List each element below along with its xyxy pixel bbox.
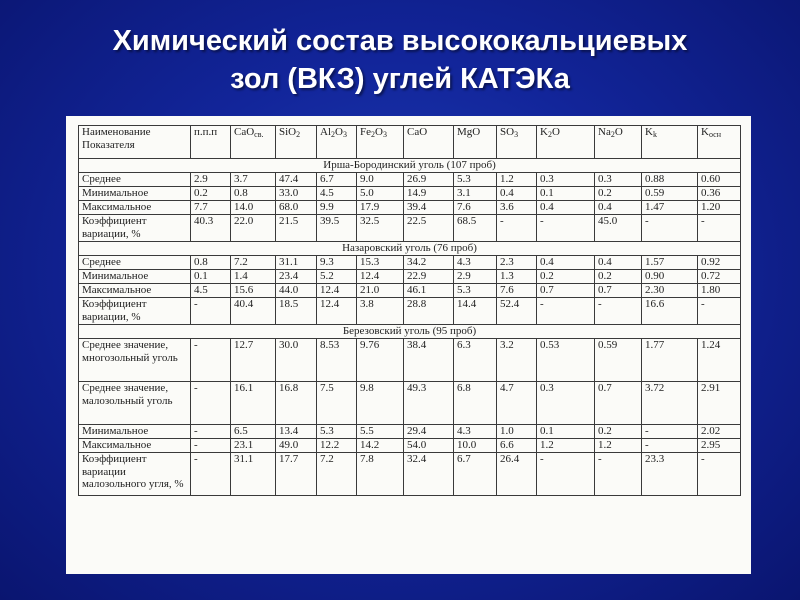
header-base-2: O: [375, 126, 383, 138]
table-cell: 1.24: [698, 339, 741, 382]
group-title-row: [79, 242, 741, 256]
header-base: CaO: [234, 126, 255, 138]
table-row: [79, 173, 741, 187]
table-cell: 0.72: [698, 270, 741, 284]
table-cell: 6.3: [454, 339, 497, 382]
table-cell: 68.5: [454, 215, 497, 242]
header-cell-8: [537, 126, 595, 159]
table-cell: 2.9: [191, 173, 231, 187]
table-cell: 26.9: [404, 173, 454, 187]
table-cell: 0.4: [537, 201, 595, 215]
header-row: [79, 126, 741, 159]
table-cell: -: [191, 382, 231, 425]
table-cell: -: [497, 215, 537, 242]
table-cell: 0.1: [537, 425, 595, 439]
table-cell: 0.90: [642, 270, 698, 284]
table-cell: 39.4: [404, 201, 454, 215]
table-cell: 0.2: [595, 270, 642, 284]
table-cell: 18.5: [276, 298, 317, 325]
header-subscript: 2: [331, 130, 335, 139]
table-cell: 0.88: [642, 173, 698, 187]
row-label: Минимальное: [79, 270, 191, 284]
table-cell: 0.4: [537, 256, 595, 270]
table-cell: 49.0: [276, 439, 317, 453]
table-cell: 1.4: [231, 270, 276, 284]
table-cell: 1.0: [497, 425, 537, 439]
table-cell: 7.6: [497, 284, 537, 298]
table-cell: 12.4: [317, 298, 357, 325]
header-cell-4: [357, 126, 404, 159]
header-base: K: [540, 126, 548, 138]
table-cell: 5.3: [454, 284, 497, 298]
header-cell-0: [191, 126, 231, 159]
table-cell: 21.0: [357, 284, 404, 298]
header-subscript: 2: [547, 130, 552, 139]
table-cell: 5.2: [317, 270, 357, 284]
table-cell: 3.72: [642, 382, 698, 425]
table-cell: 30.0: [276, 339, 317, 382]
row-label: Среднее: [79, 173, 191, 187]
table-cell: 0.36: [698, 187, 741, 201]
table-row: [79, 425, 741, 439]
table-cell: 5.3: [454, 173, 497, 187]
table-cell: 44.0: [276, 284, 317, 298]
table-cell: 17.7: [276, 453, 317, 496]
table-cell: 23.3: [642, 453, 698, 496]
table-cell: 7.8: [357, 453, 404, 496]
group-title: Ирша-Бородинский уголь (107 проб): [79, 159, 741, 173]
header-base: K: [701, 126, 709, 138]
table-cell: 15.6: [231, 284, 276, 298]
table-row: [79, 187, 741, 201]
table-cell: 4.7: [497, 382, 537, 425]
table-cell: 28.8: [404, 298, 454, 325]
table-cell: 0.2: [191, 187, 231, 201]
table-cell: -: [642, 425, 698, 439]
table-cell: 45.0: [595, 215, 642, 242]
table-cell: 29.4: [404, 425, 454, 439]
table-cell: 1.20: [698, 201, 741, 215]
table-row: [79, 201, 741, 215]
group-title: Березовский уголь (95 проб): [79, 325, 741, 339]
table-cell: 22.0: [231, 215, 276, 242]
header-cell-9: [595, 126, 642, 159]
table-cell: -: [537, 215, 595, 242]
table-cell: 13.4: [276, 425, 317, 439]
table-cell: -: [642, 215, 698, 242]
table-cell: 22.9: [404, 270, 454, 284]
table-cell: 12.2: [317, 439, 357, 453]
table-cell: -: [537, 453, 595, 496]
row-label: Коэффициент вариации, %: [79, 215, 191, 242]
table-cell: -: [595, 298, 642, 325]
table-cell: -: [537, 298, 595, 325]
table-cell: 8.53: [317, 339, 357, 382]
table-cell: 4.5: [191, 284, 231, 298]
row-label: Среднее значение, малозольный уголь: [79, 382, 191, 425]
header-cell-2: [276, 126, 317, 159]
table-cell: 0.2: [595, 187, 642, 201]
header-cell-5: [404, 126, 454, 159]
table-cell: 0.2: [595, 425, 642, 439]
table-row: [79, 270, 741, 284]
table-cell: -: [191, 425, 231, 439]
scanned-table-document: [66, 116, 751, 574]
row-label: Среднее значение, многозольный уголь: [79, 339, 191, 382]
table-cell: 0.60: [698, 173, 741, 187]
table-cell: 14.0: [231, 201, 276, 215]
table-cell: -: [191, 298, 231, 325]
table-cell: 12.4: [357, 270, 404, 284]
table-cell: 23.4: [276, 270, 317, 284]
table-cell: -: [595, 453, 642, 496]
header-base: SO: [500, 126, 515, 138]
table-cell: 0.4: [595, 256, 642, 270]
table-cell: -: [642, 439, 698, 453]
table-cell: 4.5: [317, 187, 357, 201]
table-cell: 9.76: [357, 339, 404, 382]
table-cell: 0.1: [537, 187, 595, 201]
table-cell: 1.2: [595, 439, 642, 453]
table-cell: 0.59: [642, 187, 698, 201]
row-label: Максимальное: [79, 439, 191, 453]
row-label: Минимальное: [79, 187, 191, 201]
table-cell: 3.8: [357, 298, 404, 325]
table-cell: 0.7: [595, 284, 642, 298]
table-cell: 2.3: [497, 256, 537, 270]
header-subscript: 3: [514, 130, 519, 139]
table-cell: 0.2: [537, 270, 595, 284]
table-cell: 7.2: [231, 256, 276, 270]
table-cell: 0.8: [191, 256, 231, 270]
header-base: Na: [598, 126, 611, 138]
table-cell: 23.1: [231, 439, 276, 453]
header-subscript-2: 3: [342, 130, 347, 139]
table-cell: 0.3: [537, 173, 595, 187]
header-base-2: O: [335, 126, 343, 138]
table-cell: 5.3: [317, 425, 357, 439]
table-row: [79, 453, 741, 496]
table-row: [79, 284, 741, 298]
table-cell: -: [698, 453, 741, 496]
header-subscript: 2: [610, 130, 615, 139]
table-row: [79, 382, 741, 425]
table-cell: 6.6: [497, 439, 537, 453]
table-row: [79, 256, 741, 270]
row-label: Минимальное: [79, 425, 191, 439]
header-cell-name: [79, 126, 191, 159]
table-cell: 10.0: [454, 439, 497, 453]
table-cell: 40.4: [231, 298, 276, 325]
header-cell-11: [698, 126, 741, 159]
table-cell: 1.57: [642, 256, 698, 270]
table-cell: -: [698, 215, 741, 242]
table-cell: 0.3: [595, 173, 642, 187]
table-cell: 3.7: [231, 173, 276, 187]
table-cell: 0.7: [595, 382, 642, 425]
table-cell: 22.5: [404, 215, 454, 242]
table-cell: 32.5: [357, 215, 404, 242]
table-cell: 1.80: [698, 284, 741, 298]
table-cell: 39.5: [317, 215, 357, 242]
table-cell: 9.0: [357, 173, 404, 187]
table-cell: 0.3: [537, 382, 595, 425]
table-cell: 0.8: [231, 187, 276, 201]
table-row: [79, 439, 741, 453]
header-base: K: [645, 126, 653, 138]
table-cell: 3.2: [497, 339, 537, 382]
table-cell: 6.7: [317, 173, 357, 187]
table-cell: 4.3: [454, 256, 497, 270]
row-label: Среднее: [79, 256, 191, 270]
table-cell: 21.5: [276, 215, 317, 242]
table-cell: 3.6: [497, 201, 537, 215]
table-cell: 14.9: [404, 187, 454, 201]
table-cell: 1.47: [642, 201, 698, 215]
header-subscript: 2: [371, 130, 375, 139]
header-subscript-2: 3: [382, 130, 387, 139]
table-row: [79, 339, 741, 382]
table-cell: 17.9: [357, 201, 404, 215]
table-cell: 2.30: [642, 284, 698, 298]
table-cell: 6.8: [454, 382, 497, 425]
header-base: Al: [320, 126, 331, 138]
header-base-2: O: [551, 126, 560, 138]
table-cell: 7.2: [317, 453, 357, 496]
row-label: Максимальное: [79, 284, 191, 298]
header-base-2: O: [614, 126, 623, 138]
table-cell: 3.1: [454, 187, 497, 201]
table-cell: 2.95: [698, 439, 741, 453]
slide-title: [0, 22, 800, 98]
chemical-composition-table: [78, 125, 741, 496]
table-cell: 7.6: [454, 201, 497, 215]
table-row: [79, 298, 741, 325]
row-label: Коэффициент вариации малозольного угля, %: [79, 453, 191, 496]
group-title: Назаровский уголь (76 проб): [79, 242, 741, 256]
table-cell: 1.2: [537, 439, 595, 453]
header-base: п.п.п: [194, 126, 218, 138]
table-cell: 52.4: [497, 298, 537, 325]
table-cell: 2.02: [698, 425, 741, 439]
table-cell: 14.4: [454, 298, 497, 325]
table-cell: 16.8: [276, 382, 317, 425]
table-cell: 16.1: [231, 382, 276, 425]
table-cell: 0.92: [698, 256, 741, 270]
header-base: CaO: [407, 126, 428, 138]
table-cell: 6.5: [231, 425, 276, 439]
table-cell: 14.2: [357, 439, 404, 453]
slide-title-line-2: зол (ВКЗ) углей КАТЭКа: [230, 63, 570, 95]
table-cell: 15.3: [357, 256, 404, 270]
table-cell: 31.1: [276, 256, 317, 270]
table-cell: 2.91: [698, 382, 741, 425]
table-cell: 16.6: [642, 298, 698, 325]
header-cell-10: [642, 126, 698, 159]
table-cell: 0.4: [595, 201, 642, 215]
table-cell: 0.59: [595, 339, 642, 382]
header-base: SiO: [279, 126, 297, 138]
table-cell: 1.77: [642, 339, 698, 382]
group-title-row: [79, 325, 741, 339]
table-cell: 9.3: [317, 256, 357, 270]
table-cell: 32.4: [404, 453, 454, 496]
table-body: [79, 126, 741, 496]
header-cell-7: [497, 126, 537, 159]
table-cell: 47.4: [276, 173, 317, 187]
table-cell: 0.53: [537, 339, 595, 382]
table-cell: 38.4: [404, 339, 454, 382]
row-label: Максимальное: [79, 201, 191, 215]
table-cell: -: [191, 439, 231, 453]
table-cell: 40.3: [191, 215, 231, 242]
header-cell-1: [231, 126, 276, 159]
table-cell: 49.3: [404, 382, 454, 425]
table-cell: 1.2: [497, 173, 537, 187]
table-cell: 54.0: [404, 439, 454, 453]
header-cell-3: [317, 126, 357, 159]
header-cell-6: [454, 126, 497, 159]
table-cell: 5.0: [357, 187, 404, 201]
table-cell: 5.5: [357, 425, 404, 439]
header-subscript: 2: [296, 130, 301, 139]
table-cell: -: [191, 339, 231, 382]
table-cell: -: [191, 453, 231, 496]
header-subscript: св.: [254, 130, 264, 139]
group-title-row: [79, 159, 741, 173]
table-row: [79, 215, 741, 242]
table-cell: 12.7: [231, 339, 276, 382]
table-cell: 33.0: [276, 187, 317, 201]
header-base: MgO: [457, 126, 481, 138]
table-cell: 9.9: [317, 201, 357, 215]
table-cell: -: [698, 298, 741, 325]
header-subscript: k: [652, 130, 657, 139]
header-subscript: осн: [708, 130, 721, 139]
table-cell: 9.8: [357, 382, 404, 425]
table-cell: 26.4: [497, 453, 537, 496]
slide-title-line-1: Химический состав высококальциевых: [112, 25, 688, 57]
table-cell: 12.4: [317, 284, 357, 298]
row-label: Коэффициент вариации, %: [79, 298, 191, 325]
table-cell: 7.7: [191, 201, 231, 215]
table-cell: 0.1: [191, 270, 231, 284]
table-cell: 4.3: [454, 425, 497, 439]
table-cell: 7.5: [317, 382, 357, 425]
table-cell: 34.2: [404, 256, 454, 270]
table-cell: 31.1: [231, 453, 276, 496]
table-cell: 46.1: [404, 284, 454, 298]
header-name-line-1: Наименование: [82, 126, 151, 138]
header-name-line-2: Показателя: [82, 138, 135, 151]
table-cell: 68.0: [276, 201, 317, 215]
table-cell: 2.9: [454, 270, 497, 284]
table-cell: 0.4: [497, 187, 537, 201]
table-cell: 0.7: [537, 284, 595, 298]
header-base: Fe: [360, 126, 371, 138]
table-cell: 1.3: [497, 270, 537, 284]
table-cell: 6.7: [454, 453, 497, 496]
